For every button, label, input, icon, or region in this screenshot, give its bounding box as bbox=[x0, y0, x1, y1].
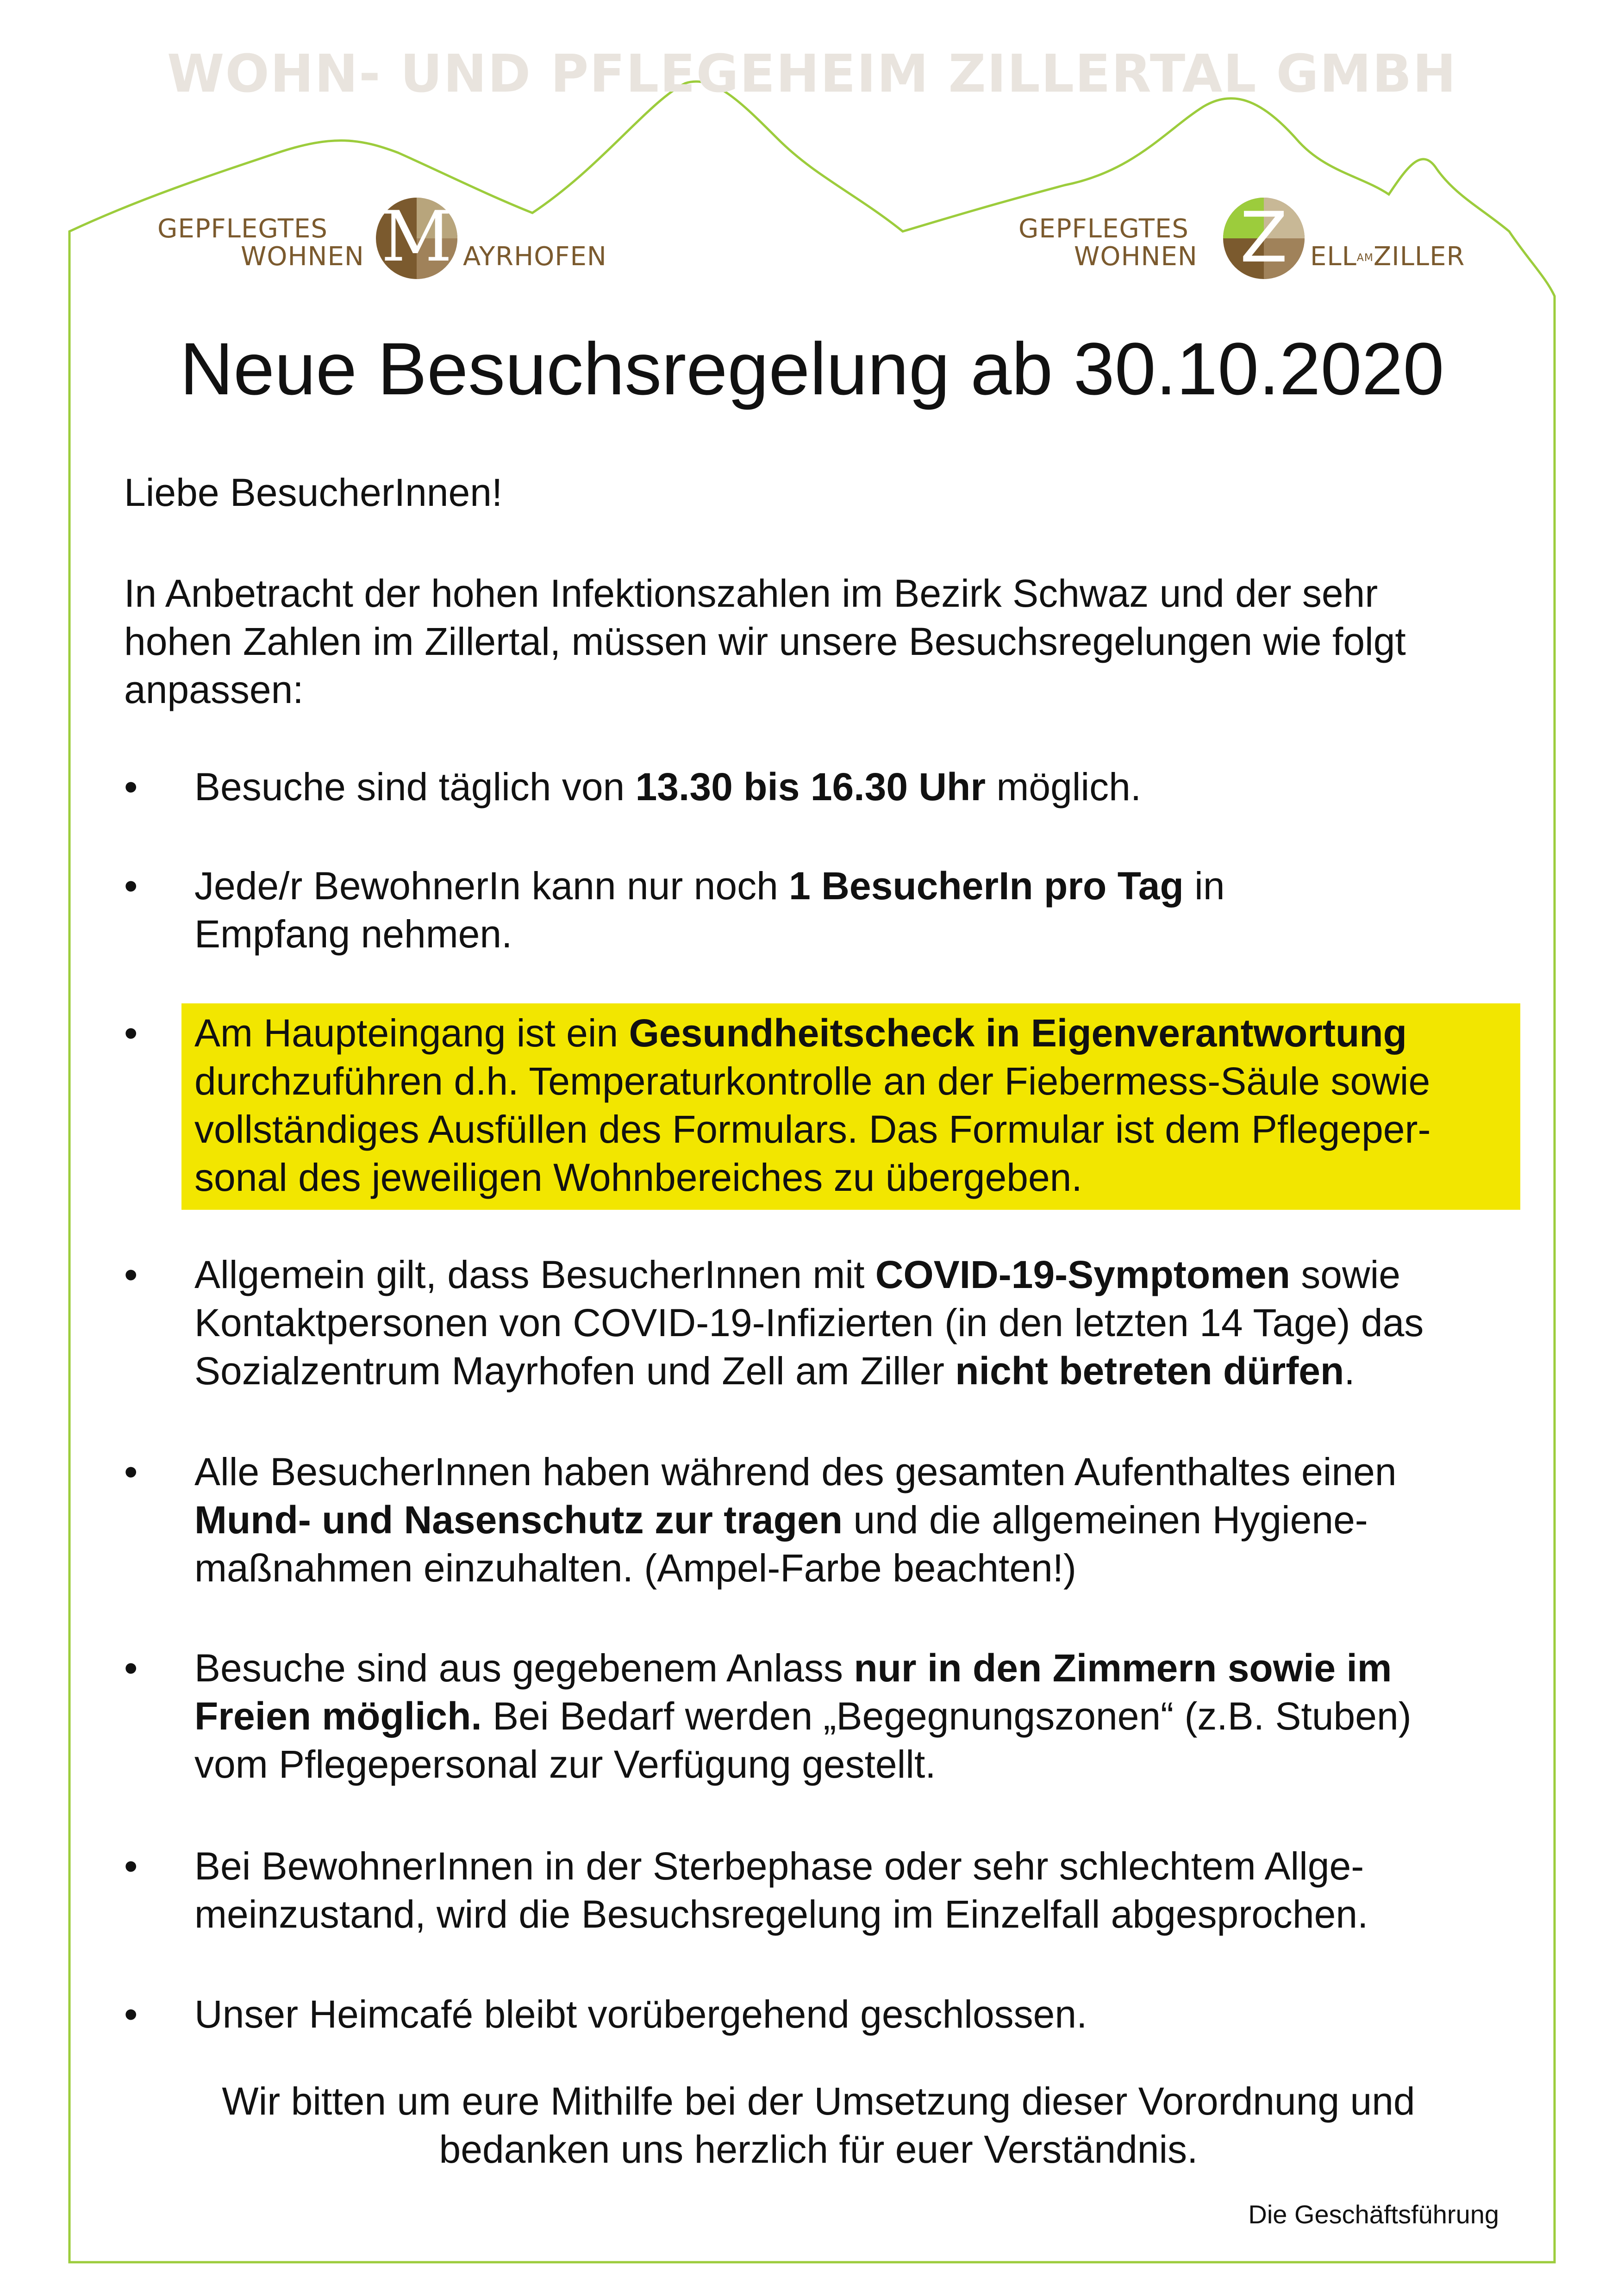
bullet-bold-span: 13.30 bis 16.30 Uhr bbox=[635, 765, 986, 809]
bullet-line: Bei BewohnerInnen in der Sterbephase oder sehr schlechtem Allge- bbox=[194, 1844, 1364, 1888]
bullet-line bbox=[194, 1251, 1537, 1299]
bullet-line: maßnahmen einzuhalten. (Ampel-Farbe beachten!) bbox=[194, 1546, 1077, 1590]
bullet-marker: • bbox=[124, 1646, 138, 1690]
logo-mayrhofen-emblem bbox=[375, 197, 458, 280]
bullet-marker: • bbox=[124, 1844, 138, 1888]
bullet-text-span: Allgemein gilt, dass BesucherInnen mit bbox=[194, 1253, 875, 1296]
intro-line: In Anbetracht der hohen Infektionszahlen im Bezirk Schwaz und der sehr bbox=[124, 572, 1378, 615]
bullet-marker: • bbox=[124, 1253, 138, 1296]
bullet-line: Kontaktpersonen von COVID-19-Infizierten (in den letzten 14 Tage) das bbox=[194, 1301, 1424, 1344]
bullet-bold-span: 1 BesucherIn pro Tag bbox=[789, 864, 1184, 908]
bullet-line bbox=[194, 862, 1537, 910]
logo-zell bbox=[1018, 197, 1481, 285]
bullet-line bbox=[194, 1347, 1537, 1395]
bullet-bold-span: Gesundheitscheck in Eigenverantwortung bbox=[629, 1011, 1407, 1055]
logo-zell-line2: WOHNEN bbox=[1074, 242, 1198, 272]
closing-paragraph bbox=[124, 2077, 1513, 2173]
intro-line: anpassen: bbox=[124, 668, 304, 711]
bullet-bold-span: nicht betreten dürfen bbox=[955, 1349, 1344, 1393]
bullet-bold-span: COVID-19-Symptomen bbox=[875, 1253, 1290, 1296]
bullet-text-span: Besuche sind aus gegebenem Anlass bbox=[194, 1646, 854, 1690]
logo-mayrhofen-place: AYRHOFEN bbox=[463, 242, 607, 272]
bullet-line: durchzuführen d.h. Temperaturkontrolle an der Fiebermess-Säule sowie bbox=[194, 1059, 1430, 1103]
logo-mayrhofen-line2: WOHNEN bbox=[241, 242, 364, 272]
greeting: Liebe BesucherInnen! bbox=[124, 471, 503, 514]
bullet-marker: • bbox=[124, 765, 138, 809]
bullet-visit-location bbox=[194, 1644, 1537, 1788]
logo-zell-place-a: ELL bbox=[1310, 242, 1357, 272]
page-title: Neue Besuchsregelung ab 30.10.2020 bbox=[180, 327, 1444, 410]
bullet-text-span: Am Haupteingang ist ein bbox=[194, 1011, 629, 1055]
bullet-covid-symptoms bbox=[194, 1251, 1537, 1395]
bullet-line: vollständiges Ausfüllen des Formulars. Das Formular ist dem Pflegeper- bbox=[194, 1108, 1431, 1151]
bullet-marker: • bbox=[124, 864, 138, 908]
closing-line: Wir bitten um eure Mithilfe bei der Umsetzung dieser Vorordnung und bbox=[222, 2079, 1415, 2123]
intro-paragraph bbox=[124, 569, 1513, 714]
bullet-line: meinzustand, wird die Besuchsregelung im Einzelfall abgesprochen. bbox=[194, 1892, 1368, 1936]
bullet-text-span: Jede/r BewohnerIn kann nur noch bbox=[194, 864, 789, 908]
logo-zell-line1: GEPFLEGTES bbox=[1018, 214, 1189, 244]
logo-zell-letter: Z bbox=[1240, 198, 1288, 278]
bullet-line bbox=[194, 1009, 1537, 1057]
bullet-bold-span: Freien möglich. bbox=[194, 1694, 482, 1738]
bullet-marker: • bbox=[124, 1992, 138, 2036]
bullet-text-span: sowie bbox=[1290, 1253, 1401, 1296]
bullet-line bbox=[194, 1692, 1537, 1740]
bullet-line: sonal des jeweiligen Wohnbereiches zu übergeben. bbox=[194, 1156, 1082, 1199]
bullet-line: Alle BesucherInnen haben während des gesamten Aufenthaltes einen bbox=[194, 1450, 1397, 1493]
bullet-marker: • bbox=[124, 1011, 138, 1055]
bullet-text-span: und die allgemeinen Hygiene- bbox=[843, 1498, 1368, 1542]
logo-mayrhofen-line1: GEPFLEGTES bbox=[157, 214, 328, 244]
closing-line: bedanken uns herzlich für euer Verständnis. bbox=[439, 2128, 1198, 2171]
logo-zell-place-b: ZILLER bbox=[1373, 242, 1465, 272]
bullet-visitor-limit bbox=[194, 862, 1537, 958]
bullet-line bbox=[194, 1644, 1537, 1692]
bullet-text-span: in bbox=[1183, 864, 1225, 908]
bullet-text-span: . bbox=[1344, 1349, 1355, 1393]
bullet-marker: • bbox=[124, 1450, 138, 1493]
bullet-text-span: Bei Bedarf werden „Begegnungszonen“ (z.B. Stuben) bbox=[481, 1694, 1412, 1738]
logo-zell-emblem bbox=[1222, 197, 1305, 280]
logo-mayrhofen-letter: M bbox=[381, 197, 452, 277]
bullet-end-of-life bbox=[194, 1842, 1537, 1938]
signature: Die Geschäftsführung bbox=[1248, 2200, 1499, 2229]
bullet-bold-span: nur in den Zimmern sowie im bbox=[854, 1646, 1392, 1690]
bullet-bold-span: Mund- und Nasenschutz zur tragen bbox=[194, 1498, 843, 1542]
bullet-text-span: Besuche sind täglich von bbox=[194, 765, 636, 809]
bullet-visiting-hours bbox=[194, 763, 1537, 811]
bullet-cafe-closed bbox=[194, 1990, 1537, 2038]
bullet-health-check bbox=[194, 1009, 1537, 1201]
intro-line: hohen Zahlen im Zillertal, müssen wir unsere Besuchsregelungen wie folgt bbox=[124, 620, 1406, 663]
logo-mayrhofen bbox=[157, 197, 620, 285]
bullet-line: Unser Heimcafé bleibt vorübergehend geschlossen. bbox=[194, 1992, 1087, 2036]
organization-name: WOHN- UND PFLEGEHEIM ZILLERTAL GMBH bbox=[167, 44, 1457, 104]
bullet-text-span: möglich. bbox=[986, 765, 1142, 809]
logo-zell-place bbox=[1310, 243, 1465, 272]
bullet-line: vom Pflegepersonal zur Verfügung gestellt. bbox=[194, 1742, 936, 1786]
logo-zell-place-small: AM bbox=[1356, 252, 1374, 264]
bullet-text-span: Sozialzentrum Mayrhofen und Zell am Ziller bbox=[194, 1349, 956, 1393]
bullet-mask bbox=[194, 1448, 1537, 1592]
bullet-line bbox=[194, 1496, 1537, 1544]
bullet-line: Empfang nehmen. bbox=[194, 912, 512, 956]
